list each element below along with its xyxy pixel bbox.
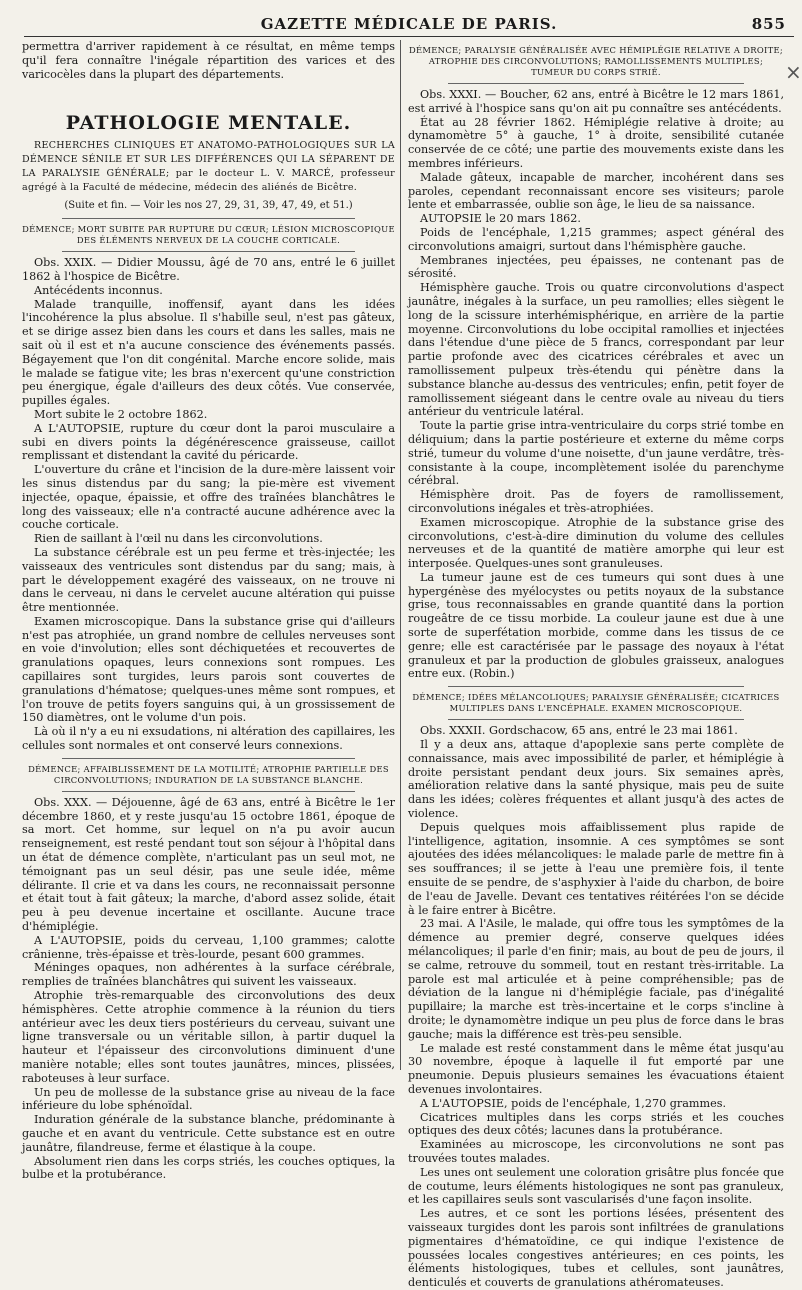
case-subheading: DÉMENCE; PARALYSIE GÉNÉRALISÉE AVEC HÉMIPLÉGIE RELATIVE A DROITE; ATROPHIE DES CIRCONVOLUTIONS; RAMOLLISSEMENTS MULTIPLES; TUMEUR DU CORPS STRIÉ. [408, 45, 784, 77]
case-subheading: DÉMENCE; IDÉES MÉLANCOLIQUES; PARALYSIE GÉNÉRALISÉE; CICATRICES MULTIPLES DANS L'ENCÉPHALE. EXAMEN MICROSCOPIQUE. [412, 692, 780, 714]
body-paragraph: AUTOPSIE le 20 mars 1862. [420, 212, 581, 226]
body-paragraph: Malade tranquille, inoffensif, ayant dans les idées l'incohérence la plus absolue. Il s'habille seul, n'est pas gâteux, et se dirige assez bien dans les cours et dans les salles, mais ne sait où il est et n'a aucune conscience des événements passés. Bégayement que l'on dit congénital. Marche encore solide, mais le malade se fatigue vite; les bras n'exercent qu'une constriction peu énergique, égale d'ailleurs des deux côtés. Vue conservée, pupilles égales. [22, 297, 395, 408]
body-paragraph: Hémisphère gauche. Trois ou quatre circonvolutions d'aspect jaunâtre, inégales à la surface, un peu ramollies; elles siègent le long de la scissure interhémisphérique, en arrière de la partie moyenne. Circonvolutions du lobe occipital ramollies et injectées dans l'étendue d'une pièce de 5 francs, correspondant par leur partie profonde avec des cicatrices cérébrales et avec un ramollissement pulpeux très-étendu qui pénètre dans la substance blanche au-dessus des ventricules; enfin, petit foyer de ramollissement siégeant dans le centre ovale au niveau du tiers antérieur du ventricule latéral. [408, 281, 784, 419]
observation-paragraph: Obs. XXIX. — Didier Moussu, âgé de 70 ans, entré le 6 juillet 1862 à l'hospice de Bicêtre. [22, 256, 395, 283]
body-paragraph: Les autres, et ce sont les portions lésées, présentent des vaisseaux turgides dont les parois sont infiltrées de granulations pigmentaires d'hématoïdine, ce qui indique l'existence de poussées locales congestives antérieures; en ces points, les éléments histologiques, tubes et cellules, sont jaunâtres, denticulés et couverts de granulations athéromateuses. [408, 1207, 784, 1290]
case-subheading: DÉMENCE; AFFAIBLISSEMENT DE LA MOTILITÉ; ATROPHIE PARTIELLE DES CIRCONVOLUTIONS; INDURATION DE LA SUBSTANCE BLANCHE. [28, 763, 389, 785]
body-paragraph: Atrophie très-remarquable des circonvolutions des deux hémisphères. Cette atrophie commence à la réunion du tiers antérieur avec les deux tiers postérieurs du cerveau, suivant une ligne transversale ou un véritable sillon, à partir duquel la hauteur et l'épaisseur des circonvolutions diminuent d'une manière notable; elles sont toutes jaunâtres, minces, plissées, raboteuses à leur surface. [22, 989, 395, 1085]
body-paragraph: Membranes injectées, peu épaisses, ne contenant pas de sérosité. [408, 253, 784, 281]
body-paragraph: Induration générale de la substance blanche, prédominante à gauche et en avant du ventricule. Cette substance est en outre jaunâtre, filandreuse, ferme et élastique à la coupe. [22, 1113, 395, 1154]
margin-pencil-mark: × [785, 60, 802, 84]
body-paragraph: Malade gâteux, incapable de marcher, incohérent dans ses paroles, cependant reconnaissant encore ses visiteurs; parole lente et embarrassée, oublie son âge, le lieu de sa naissance. [408, 170, 784, 212]
subheading-rule [62, 218, 355, 219]
body-paragraph: Un peu de mollesse de la substance grise au niveau de la face inférieure du lobe sphénoïdal. [22, 1085, 395, 1113]
body-paragraph: Là où il n'y a eu ni exsudations, ni altération des capillaires, les cellules sont normales et ont conservé leurs connexions. [22, 725, 395, 753]
body-paragraph: Mort subite le 2 octobre 1862. [34, 407, 208, 421]
observation-paragraph: Obs. XXXI. — Boucher, 62 ans, entré à Bicêtre le 12 mars 1861, est arrivé à l'hospice sans qu'on ait pu connaître ses antécédents. [408, 88, 784, 115]
subheading-rule [448, 83, 744, 84]
body-paragraph: État au 28 février 1862. Hémiplégie relative à droite; au dynamomètre 5° à gauche, 1° à droite, sensibilité cutanée conservée de ce côté; une partie des mouvements existe dans les membres inférieurs. [408, 115, 784, 170]
observation-paragraph: Obs. XXX. — Déjouenne, âgé de 63 ans, entré à Bicêtre le 1er décembre 1860, et y reste jusqu'au 15 octobre 1861, époque de sa mort. Cet homme, sur lequel on n'a pu avoir aucun renseignement, est resté pendant tout son séjour à l'hôpital dans un état de démence complète, n'articulant pas un seul mot, ne témoignant pas un seul désir, pas une seule idée, même délirante. Il crie et va dans les cours, ne reconnaissait personne et était tout à fait gâteux; la marche, d'abord assez solide, était peu à peu devenue incertaine et oscillante. Aucune trace d'hémiplégie. [22, 795, 395, 934]
right-column [408, 40, 784, 1290]
body-paragraph: L'ouverture du crâne et l'incision de la dure-mère laissent voir les sinus distendus par du sang; la pie-mère est vivement injectée, opaque, épaissie, et offre des traînées blanchâtres le long des vaisseaux; elle n'a contracté aucune adhérence avec la couche corticale. [22, 463, 395, 532]
body-paragraph: Depuis quelques mois affaiblissement plus rapide de l'intelligence, agitation, insomnie. A ces symptômes se sont ajoutées des idées mélancoliques: le malade parle de mettre fin à ses souffrances; il se jette à l'eau une première fois, il tente ensuite de se pendre, de s'asphyxier à l'aide du charbon, de boire de l'eau de Javelle. Devant ces tentatives réitérées l'on se décide à le faire entrer à Bicêtre. [408, 820, 784, 917]
body-paragraph: Méninges opaques, non adhérentes à la surface cérébrale, remplies de traînées blanchâtres qui suivent les vaisseaux. [22, 961, 395, 989]
body-paragraph: Examinées au microscope, les circonvolutions ne sont pas trouvées toutes malades. [408, 1138, 784, 1165]
body-paragraph: A L'AUTOPSIE, rupture du cœur dont la paroi musculaire a subi en divers points la dégénérescence graisseuse, caillot remplissant et distendant la cavité du péricarde. [22, 421, 395, 463]
body-paragraph: La substance cérébrale est un peu ferme et très-injectée; les vaisseaux des ventricules sont distendus par du sang; mais, à part le développement exagéré des vaisseaux, on ne trouve ni dans le cerveau, ni dans le cervelet aucune altération qui puisse être mentionnée. [22, 545, 395, 615]
body-paragraph: Le malade est resté constamment dans le même état jusqu'au 30 novembre, époque à laquelle il fut emporté par une pneumonie. Depuis plusieurs semaines les évacuations étaient devenues involontaires. [408, 1041, 784, 1096]
body-paragraph: Hémisphère droit. Pas de foyers de ramollissement, circonvolutions inégales et très-atrophiées. [408, 488, 784, 515]
subheading-rule [448, 719, 744, 720]
journal-title: GAZETTE MÉDICALE DE PARIS. [260, 15, 558, 33]
page-header [24, 10, 794, 37]
case-subheading: DÉMENCE; MORT SUBITE PAR RUPTURE DU CŒUR; LÉSION MICROSCOPIQUE DES ÉLÉMENTS NERVEUX DE LA COUCHE CORTICALE. [22, 224, 395, 246]
continuation-note: (Suite et fin. — Voir les nos 27, 29, 31, 39, 47, 49, et 51.) [64, 200, 353, 212]
study-title: RECHERCHES CLINIQUES ET ANATOMO-PATHOLOGIQUES SUR LA DÉMENCE SÉNILE ET SUR LES DIFFÉRENCES QUI LA SÉPARENT DE LA PARALYSIE GÉNÉRALE; par le docteur L. V. MARCÉ, professeur agrégé à la Faculté de médecine, médecin des aliénés de Bicêtre. [22, 140, 395, 193]
section-title: PATHOLOGIE MENTALE. [65, 112, 352, 135]
subheading-rule [62, 758, 355, 759]
body-paragraph: Examen microscopique. Dans la substance grise qui d'ailleurs n'est pas atrophiée, un grand nombre de cellules nerveuses sont en voie d'involution; elles sont déchiquetées et recouvertes de granulations opaques, leurs connexions sont rompues. Les capillaires sont turgides, leurs parois sont couvertes de granulations d'hématose; quelques-unes même sont rompues, et l'on trouve de petits foyers sanguins qui, à un grossissement de 150 diamètres, ont le volume d'un pois. [22, 614, 395, 725]
body-paragraph: 23 mai. A l'Asile, le malade, qui offre tous les symptômes de la démence au premier degré, conserve quelques idées mélancoliques; il parle d'en finir; mais, au bout de peu de jours, il se calme, retrouve du sommeil, tout en restant très-irritable. La parole est mal articulée et à peine compréhensible; pas de déviation de la langue ni d'hémiplégie faciale, pas d'inégalité pupillaire; la marche est très-incertaine et le corps s'incline à droite; le dynamomètre indique un peu plus de force dans le bras gauche; mais la différence est très-peu sensible. [408, 917, 784, 1041]
body-paragraph: Les unes ont seulement une coloration grisâtre plus foncée que de coutume, leurs éléments histologiques ne sont pas granuleux, et les capillaires seuls sont vascularisés d'une façon insolite. [408, 1165, 784, 1207]
body-paragraph: A L'AUTOPSIE, poids de l'encéphale, 1,270 grammes. [420, 1096, 727, 1110]
observation-paragraph: Obs. XXXII. Gordschacow, 65 ans, entré le 23 mai 1861. [420, 724, 738, 738]
body-paragraph: Antécédents inconnus. [34, 283, 163, 297]
body-paragraph: Rien de saillant à l'œil nu dans les circonvolutions. [34, 532, 323, 546]
body-paragraph: Cicatrices multiples dans les corps striés et les couches optiques des deux côtés; lacunes dans la protubérance. [408, 1110, 784, 1138]
body-paragraph: Absolument rien dans les corps striés, les couches optiques, la bulbe et la protubérance. [22, 1154, 395, 1182]
body-paragraph: A L'AUTOPSIE, poids du cerveau, 1,100 grammes; calotte crânienne, très-épaisse et très-lourde, pesant 600 grammes. [22, 933, 395, 961]
body-paragraph: Il y a deux ans, attaque d'apoplexie sans perte complète de connaissance, mais avec impossibilité de parler, et hémiplégie à droite persistant pendant deux jours. Six semaines après, amélioration relative dans la santé physique, mais peu de suite dans les idées; colères fréquentes et allant jusqu'à des actes de violence. [408, 738, 784, 821]
body-paragraph: Poids de l'encéphale, 1,215 grammes; aspect général des circonvolutions amaigri, surtout dans l'hémisphère gauche. [408, 225, 784, 253]
subheading-rule [62, 791, 355, 792]
body-paragraph: La tumeur jaune est de ces tumeurs qui sont dues à une hypergénèse des myélocystes ou petits noyaux de la substance grise, tous reconnaissables en grande quantité dans la portion rougeâtre de ce tissu morbide. La couleur jaune est due à une sorte de superfétation morbide, comme dans les tissus de ce genre; elle est caractérisée par le passage des noyaux à l'état granuleux et par la production de globules graisseux, analogues entre eux. (Robin.) [408, 570, 784, 681]
body-paragraph: Toute la partie grise intra-ventriculaire du corps strié tombe en déliquium; dans la partie postérieure et externe du même corps strié, tumeur du volume d'une noisette, d'un jaune verdâtre, très-consistante à la coupe, incomplètement isolée du parenchyme cérébral. [408, 419, 784, 488]
page-number: 855 [751, 15, 786, 33]
subheading-rule [62, 251, 355, 252]
column-divider [400, 40, 401, 1070]
body-paragraph: Examen microscopique. Atrophie de la substance grise des circonvolutions, c'est-à-dire diminution du volume des cellules nerveuses et de la quantité de matière amorphe qui leur est interposée. Quelques-unes sont granuleuses. [408, 515, 784, 571]
subheading-rule [448, 686, 744, 687]
intro-paragraph: permettra d'arriver rapidement à ce résultat, en même temps qu'il fera connaître l'inégale répartition des varices et des varicocèles dans la plupart des départements. [22, 40, 395, 81]
left-column [22, 40, 395, 1182]
